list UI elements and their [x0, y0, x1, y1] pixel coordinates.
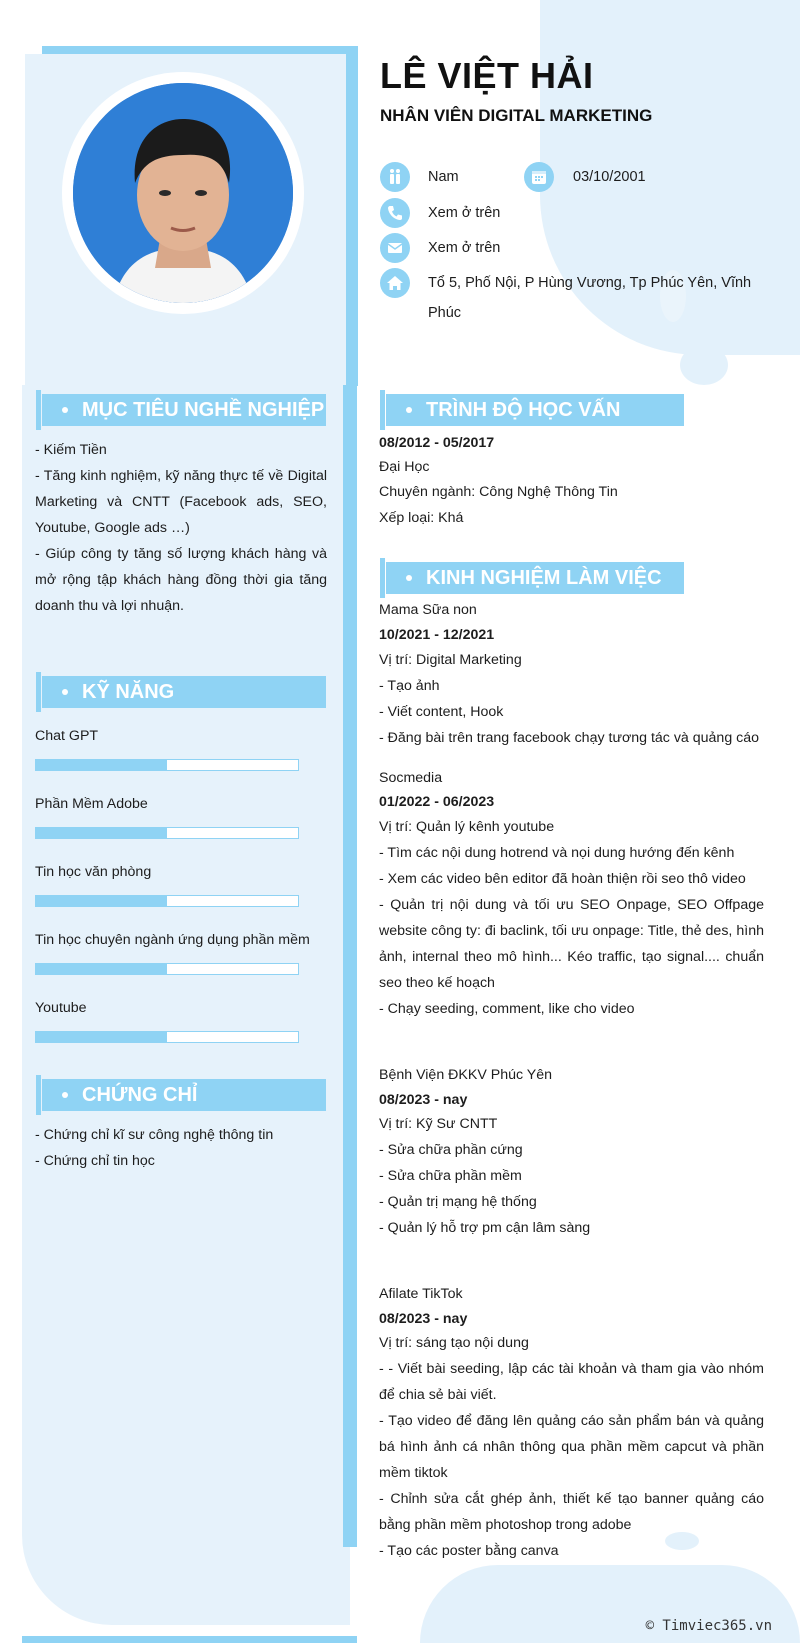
email-value[interactable]: Xem ở trên: [428, 240, 501, 256]
education-major: Chuyên ngành: Công Nghệ Thông Tin: [379, 484, 618, 500]
gender-icon: [380, 162, 410, 192]
skill-fill: [36, 828, 167, 838]
person-photo-icon: [73, 83, 293, 303]
skill-fill: [36, 896, 167, 906]
job-task: - Tìm các nội dung hotrend và nọi dung hướng đến kênh: [379, 845, 735, 861]
job-task: - Tạo ảnh: [379, 678, 440, 694]
section-heading-experience: KINH NGHIỆM LÀM VIỆC: [386, 562, 684, 594]
column-side-accent: [343, 385, 357, 1547]
job-company: Mama Sữa non: [379, 602, 477, 618]
bottom-accent-strip: [22, 1636, 357, 1643]
skill-label: Youtube: [35, 1000, 87, 1016]
address-line-1: Tổ 5, Phố Nội, P Hùng Vương, Tp Phúc Yên, Vĩnh: [428, 275, 752, 291]
skill-label: Tin học chuyên ngành ứng dụng phần mềm: [35, 932, 310, 948]
calendar-icon: [524, 162, 554, 192]
objective-line-2: - Tăng kinh nghiệm, kỹ năng thực tế về Digital Marketing và CNTT (Facebook ads, SEO, Youtube, Google ads …): [35, 468, 327, 536]
job-position: Vị trí: Kỹ Sư CNTT: [379, 1116, 498, 1132]
skill-fill: [36, 1032, 167, 1042]
certificate-item: - Chứng chỉ tin học: [35, 1153, 155, 1169]
phone-icon: [380, 198, 410, 228]
home-icon: [380, 268, 410, 298]
skill-bar: [35, 827, 299, 839]
job-title: NHÂN VIÊN DIGITAL MARKETING: [380, 106, 653, 125]
job-position: Vị trí: Digital Marketing: [379, 652, 522, 668]
job-task: - Tạo video để đăng lên quảng cáo sản phẩm bán và quảng bá hình ảnh cá nhân thông qua phần mềm capcut và phần mềm tiktok: [379, 1413, 764, 1481]
education-rank: Xếp loại: Khá: [379, 510, 464, 526]
header-side-accent: [346, 46, 358, 386]
certificate-item: - Chứng chỉ kĩ sư công nghệ thông tin: [35, 1127, 274, 1143]
gender-value: Nam: [428, 169, 459, 185]
avatar: [73, 83, 293, 303]
phone-value[interactable]: Xem ở trên: [428, 205, 501, 221]
skill-label: Tin học văn phòng: [35, 864, 152, 880]
skill-bar: [35, 963, 299, 975]
birthday-value: 03/10/2001: [573, 169, 646, 185]
job-company: Bệnh Viện ĐKKV Phúc Yên: [379, 1067, 552, 1083]
job-task: - Chạy seeding, comment, like cho video: [379, 1001, 635, 1017]
section-heading-skills: KỸ NĂNG: [42, 676, 326, 708]
job-period: 01/2022 - 06/2023: [379, 794, 495, 810]
footer-watermark[interactable]: © Timviec365.vn: [645, 1618, 772, 1634]
skill-bar: [35, 895, 299, 907]
section-heading-education: TRÌNH ĐỘ HỌC VẤN: [386, 394, 684, 426]
job-task: - - Viết bài seeding, lập các tài khoản và tham gia vào nhóm để chia sẻ bài viết.: [379, 1361, 764, 1403]
skill-label: Chat GPT: [35, 728, 99, 744]
address-line-2: Phúc: [428, 305, 462, 321]
education-period: 08/2012 - 05/2017: [379, 435, 495, 451]
job-company: Socmedia: [379, 770, 443, 786]
section-heading-objective: MỤC TIÊU NGHỀ NGHIỆP: [42, 394, 326, 426]
job-task: - Quản trị nội dung và tối ưu SEO Onpage, SEO Offpage website công ty: đi baclink, tối ưu onpage: Title, thẻ des, hình ảnh, internal theo mô hình... Kéo traffic, tạo signal.... chuẩn seo theo kế hoạch: [379, 897, 764, 991]
skill-label: Phần Mềm Adobe: [35, 796, 148, 812]
skill-bar: [35, 759, 299, 771]
job-task: - Viết content, Hook: [379, 704, 504, 720]
job-company: Afilate TikTok: [379, 1286, 463, 1302]
candidate-name: LÊ VIỆT HẢI: [380, 55, 594, 96]
job-task: - Đăng bài trên trang facebook chạy tương tác và quảng cáo: [379, 730, 760, 746]
job-task: - Quản trị mạng hệ thống: [379, 1194, 537, 1210]
envelope-icon: [380, 233, 410, 263]
skill-fill: [36, 760, 167, 770]
job-period: 08/2023 - nay: [379, 1311, 468, 1327]
left-top-accent-bar: [42, 46, 358, 54]
job-task: - Sửa chữa phần cứng: [379, 1142, 523, 1158]
job-task: - Chỉnh sửa cắt ghép ảnh, thiết kế tạo banner quảng cáo bằng phần mềm photoshop trong adobe: [379, 1491, 764, 1533]
education-level: Đại Học: [379, 459, 430, 475]
job-position: Vị trí: sáng tạo nội dung: [379, 1335, 529, 1351]
job-task: - Tạo các poster bằng canva: [379, 1543, 559, 1559]
background-blob-drop: [680, 345, 728, 385]
job-task: - Xem các video bên editor đã hoàn thiện rồi seo thô video: [379, 871, 746, 887]
skill-fill: [36, 964, 167, 974]
job-position: Vị trí: Quản lý kênh youtube: [379, 819, 555, 835]
objective-line-1: - Kiếm Tiền: [35, 442, 107, 458]
skill-bar: [35, 1031, 299, 1043]
job-task: - Quản lý hỗ trợ pm cận lâm sàng: [379, 1220, 591, 1236]
job-period: 08/2023 - nay: [379, 1092, 468, 1108]
job-period: 10/2021 - 12/2021: [379, 627, 495, 643]
objective-line-3: - Giúp công ty tăng số lượng khách hàng và mở rộng tập khách hàng đồng thời gia tăng doanh thu và lợi nhuận.: [35, 546, 327, 614]
section-heading-certificates: CHỨNG CHỈ: [42, 1079, 326, 1111]
job-task: - Sửa chữa phần mềm: [379, 1168, 522, 1184]
